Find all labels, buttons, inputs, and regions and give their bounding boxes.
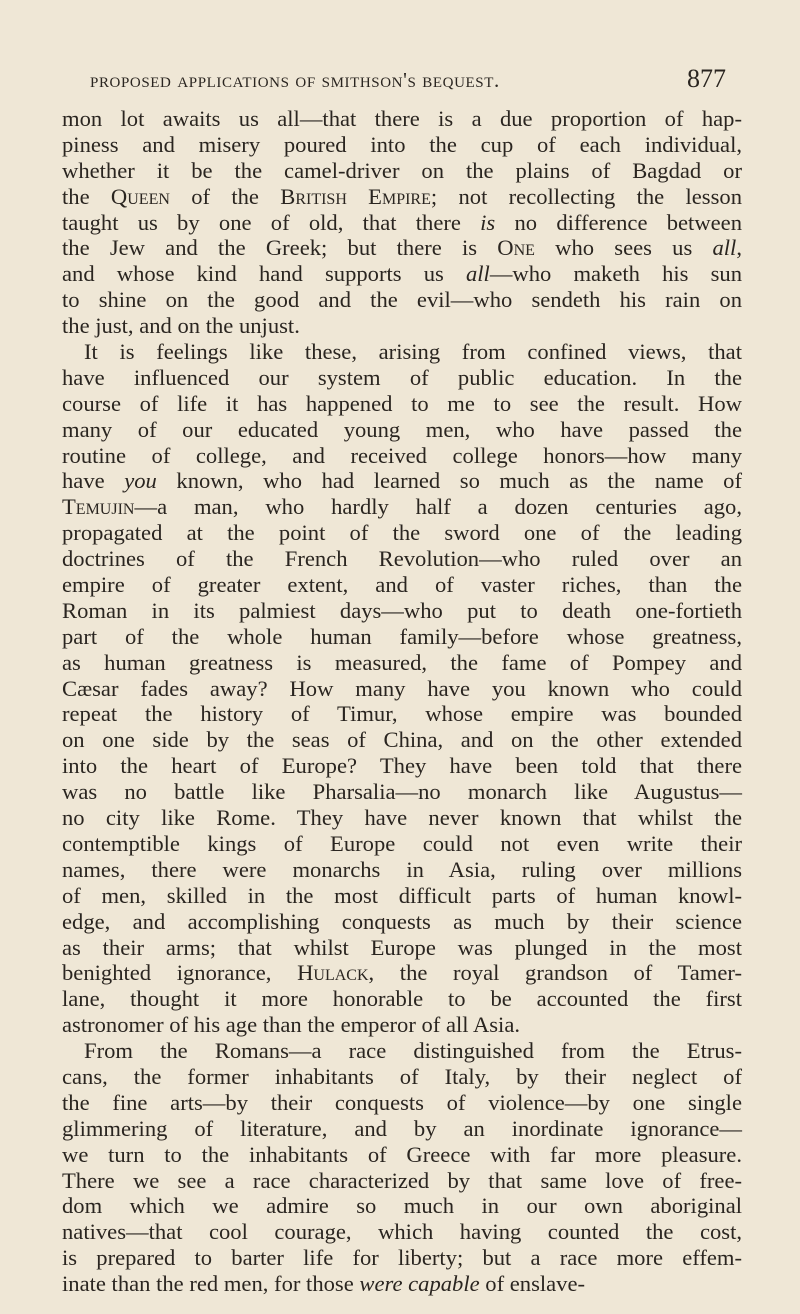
text-line: glimmering of literature, and by an inordinate ignorance— [62,1115,742,1141]
text-line: dom which we admire so much in our own aboriginal [62,1193,742,1219]
text-line: into the heart of Europe? They have been told that there [62,753,742,779]
page-number: 877 [687,64,726,93]
italic-text: is [480,209,496,235]
italic-text: all [712,235,737,261]
text-line: of men, skilled in the most difficult parts of human knowl- [62,882,742,908]
text-line: routine of college, and received college honors—how many [62,442,742,468]
text-line: the just, and on the unjust. [62,313,300,339]
page-header [76,56,726,96]
text-line: and whose kind hand supports us all—who maketh his sun [62,261,742,287]
text-line: Temujin—a man, who hardly half a dozen centuries ago, [62,494,742,520]
text-line: benighted ignorance, Hulack, the royal grandson of Tamer- [62,960,742,986]
running-title: proposed applications of smithson's bequest. [90,68,500,92]
text-line: Roman in its palmiest days—who put to death one-fortieth [62,597,742,623]
text-line: have you known, who had learned so much as the name of [62,468,742,494]
text-line: course of life it has happened to me to see the result. How [62,390,742,416]
text-line: part of the whole human family—before whose greatness, [62,623,742,649]
text-line: have influenced our system of public education. In the [62,364,742,390]
text-line: inate than the red men, for those were capable of enslave- [62,1271,586,1297]
text-line: From the Romans—a race distinguished from the Etrus- [84,1038,742,1064]
text-line: piness and misery poured into the cup of each individual, [62,131,742,157]
text-line: as human greatness is measured, the fame of Pompey and [62,649,742,675]
text-line: cans, the former inhabitants of Italy, by their neglect of [62,1063,742,1089]
text-line: is prepared to barter life for liberty; but a race more effem- [62,1245,742,1271]
text-line: empire of greater extent, and of vaster riches, than the [62,572,742,598]
body-text [62,106,742,1297]
text-line: natives—that cool courage, which having counted the cost, [62,1219,742,1245]
text-line: Cæsar fades away? How many have you known who could [62,675,742,701]
text-line: propagated at the point of the sword one of the leading [62,520,742,546]
small-caps-text: One [497,235,535,261]
text-line: mon lot awaits us all—that there is a due proportion of hap- [62,106,742,131]
text-line: repeat the history of Timur, whose empire was bounded [62,701,742,727]
italic-text: all [465,261,490,287]
text-line: many of our educated young men, who have passed the [62,416,742,442]
text-line: names, there were monarchs in Asia, ruling over millions [62,856,742,882]
text-line: we turn to the inhabitants of Greece with far more pleasure. [62,1141,742,1167]
text-line: lane, thought it more honorable to be accounted the first [62,986,742,1012]
italic-text: you [124,468,157,494]
small-caps-text: Queen [110,183,170,209]
text-line: contemptible kings of Europe could not even write their [62,830,742,856]
italic-text: were capable [359,1271,480,1297]
text-line: the fine arts—by their conquests of violence—by one single [62,1089,742,1115]
text-line: on one side by the seas of China, and on the other extended [62,727,742,753]
text-line: no city like Rome. They have never known that whilst the [62,805,742,831]
text-line: taught us by one of old, that there is no difference between [62,209,742,235]
text-line: was no battle like Pharsalia—no monarch like Augustus— [62,779,742,805]
text-line: as their arms; that whilst Europe was plunged in the most [62,934,742,960]
text-line: There we see a race characterized by that same love of free- [62,1167,742,1193]
small-caps-text: Hulack [297,960,369,986]
text-line: It is feelings like these, arising from confined views, that [84,339,742,365]
text-line: the Jew and the Greek; but there is One who sees us all, [62,235,742,261]
text-line: astronomer of his age than the emperor of all Asia. [62,1012,521,1038]
small-caps-text: Temujin [62,494,135,520]
text-line: the Queen of the British Empire; not recollecting the lesson [62,183,742,209]
text-line: whether it be the camel-driver on the plains of Bagdad or [62,157,742,183]
text-line: to shine on the good and the evil—who sendeth his rain on [62,287,742,313]
small-caps-text: British Empire [280,183,431,209]
text-line: edge, and accomplishing conquests as much by their science [62,908,742,934]
text-line: doctrines of the French Revolution—who ruled over an [62,546,742,572]
